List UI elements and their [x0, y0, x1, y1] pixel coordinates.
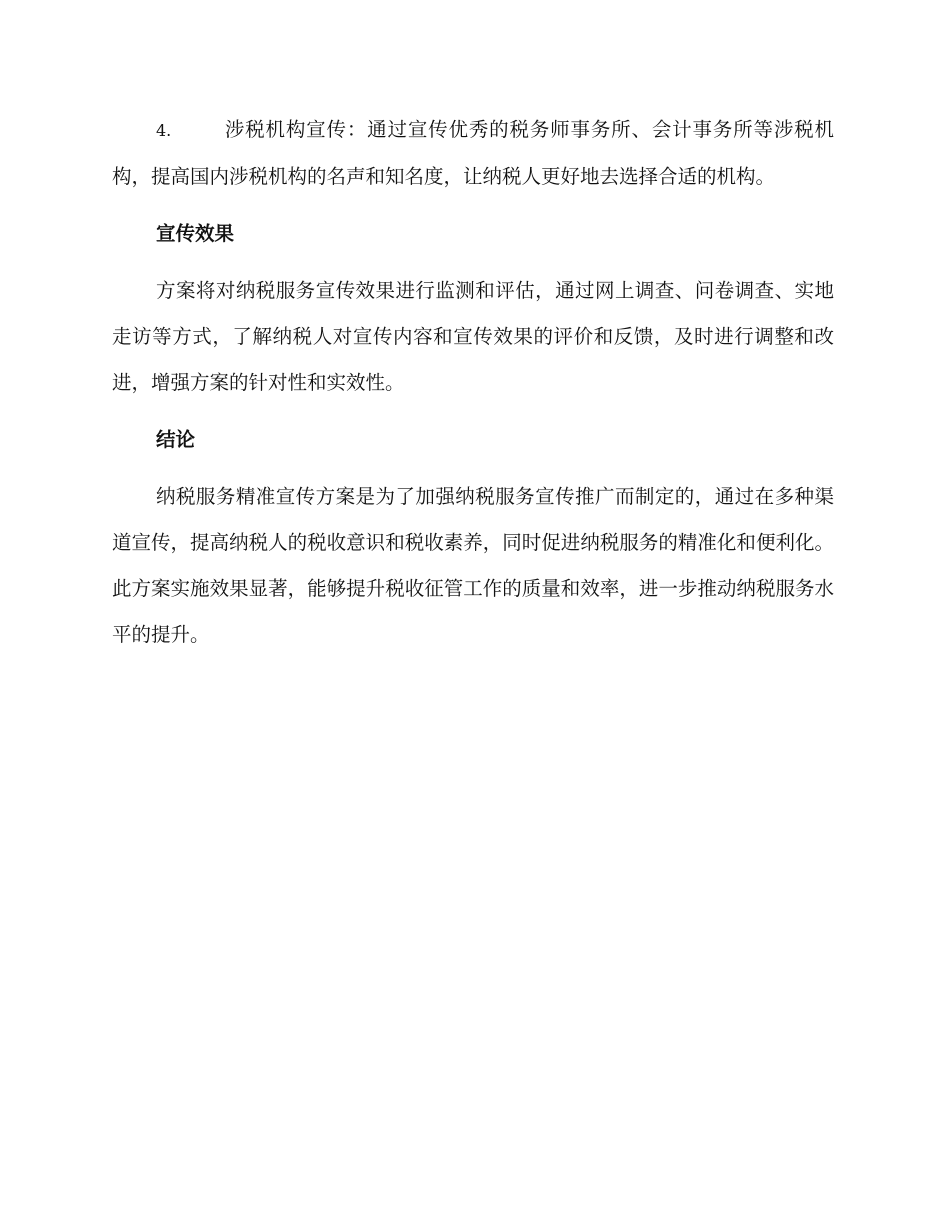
- paragraph-effect: 方案将对纳税服务宣传效果进行监测和评估，通过网上调查、问卷调查、实地走访等方式，了解纳税人对宣传内容和宣传效果的评价和反馈，及时进行调整和改进，增强方案的针对性和实效性。: [112, 279, 834, 394]
- list-item-text: 涉税机构宣传：通过宣传优秀的税务师事务所、会计事务所等涉税机构，提高国内涉税机构的名声和知名度，让纳税人更好地去选择合适的机构。: [112, 118, 834, 188]
- list-item-4: [112, 107, 834, 200]
- heading-conclusion: 结论: [156, 428, 196, 451]
- list-item-number: 4.: [156, 121, 172, 140]
- document-body: [112, 107, 834, 658]
- paragraph-conclusion: 纳税服务精准宣传方案是为了加强纳税服务宣传推广而制定的，通过在多种渠道宣传，提高纳税人的税收意识和税收素养，同时促进纳税服务的精准化和便利化。此方案实施效果显著，能够提升税收征管工作的质量和效率，进一步推动纳税服务水平的提升。: [112, 485, 834, 646]
- heading-effect: 宣传效果: [156, 222, 235, 245]
